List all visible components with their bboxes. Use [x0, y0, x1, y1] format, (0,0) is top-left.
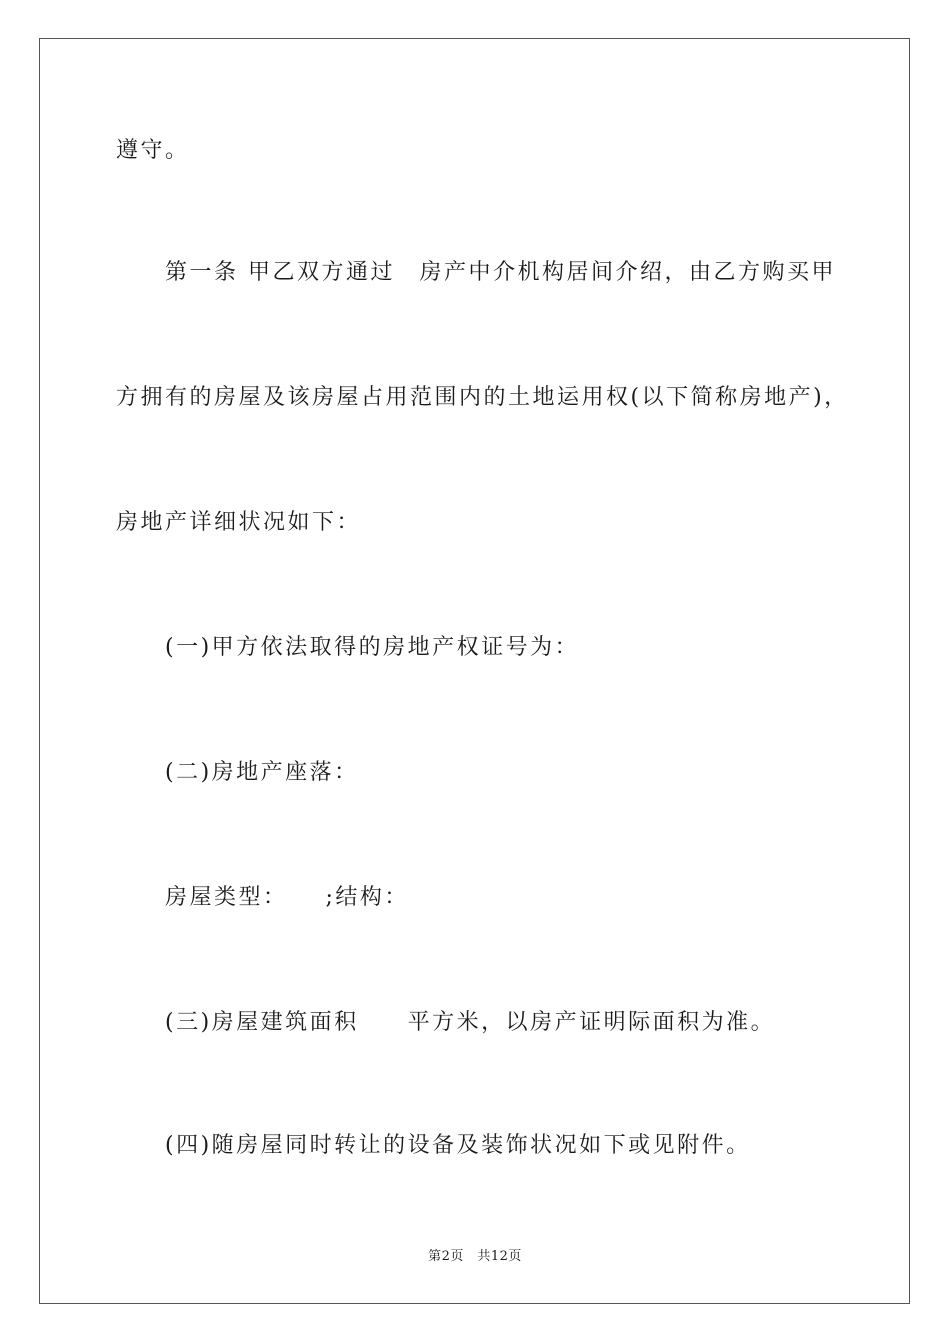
text-line-1: 遵守。: [116, 138, 190, 163]
text-line-8: (三)房屋建筑面积 平方米，以房产证明际面积为准。: [165, 1010, 776, 1035]
text-line-9: (四)随房屋同时转让的设备及装饰状况如下或见附件。: [165, 1133, 751, 1158]
page-footer: 第2页 共12页: [428, 1249, 522, 1264]
text-line-2: 第一条 甲乙双方通过 房产中介机构居间介绍，由乙方购买甲: [165, 260, 836, 285]
page-frame: [39, 38, 910, 1304]
text-line-6: (二)房地产座落：: [165, 760, 359, 785]
text-line-4: 房地产详细状况如下：: [116, 510, 362, 535]
text-line-3: 方拥有的房屋及该房屋占用范围内的土地运用权(以下简称房地产)，: [116, 385, 849, 410]
text-line-7: 房屋类型： ;结构：: [165, 885, 409, 910]
text-line-5: (一)甲方依法取得的房地产权证号为：: [165, 635, 580, 660]
